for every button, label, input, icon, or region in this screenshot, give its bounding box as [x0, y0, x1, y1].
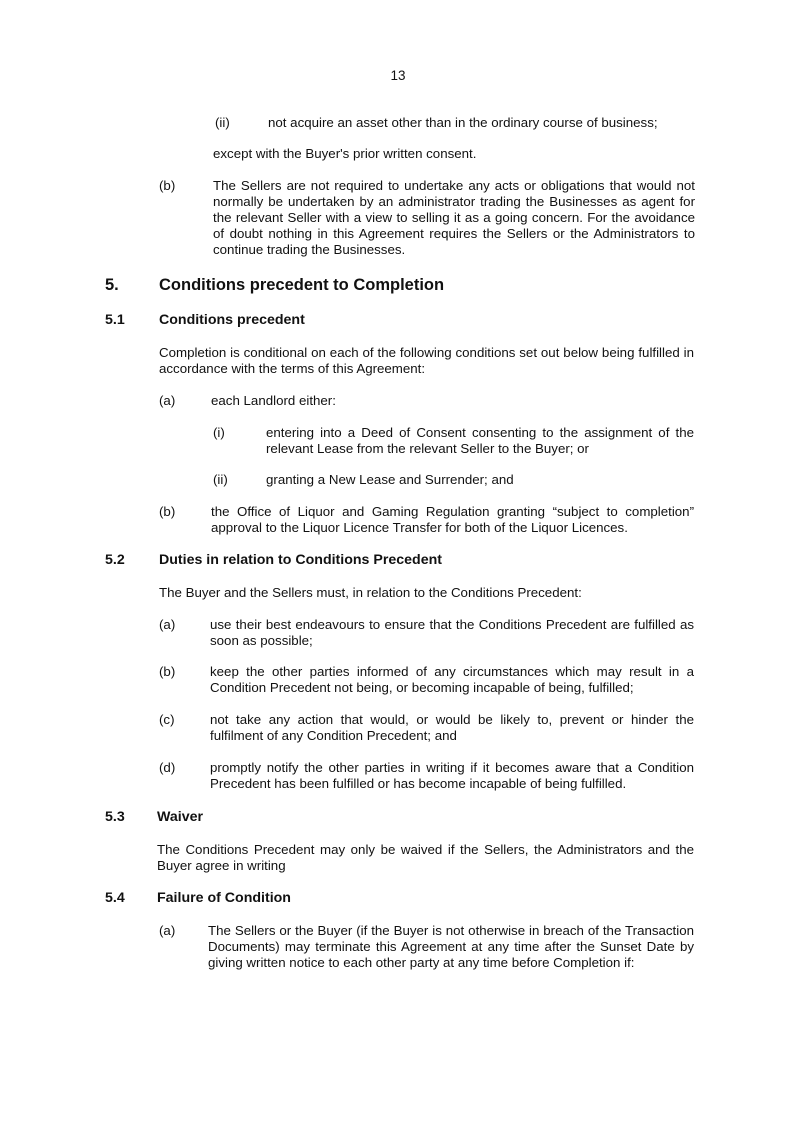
paragraph: The Buyer and the Sellers must, in relation to the Conditions Precedent:	[159, 585, 582, 600]
item-text: each Landlord either:	[211, 393, 336, 408]
item-label: (a)	[159, 393, 176, 408]
paragraph: Completion is conditional on each of the following conditions set out below being fulfilled in accordance with the terms of this Agreement:	[159, 345, 694, 376]
item-text: the Office of Liquor and Gaming Regulation granting “subject to completion” approval to the Liquor Licence Transfer for both of the Liquor Licences.	[211, 504, 694, 535]
item-label: (a)	[159, 923, 176, 938]
item-text: The Sellers or the Buyer (if the Buyer is not otherwise in breach of the Transaction Documents) may terminate this Agreement at any time after the Sunset Date by giving written notice to each other party at any time before Completion if:	[208, 923, 694, 970]
section-number: 5.	[105, 276, 119, 294]
paragraph: except with the Buyer's prior written consent.	[213, 146, 477, 161]
item-label: (b)	[159, 178, 176, 193]
subsection-heading: Conditions precedent	[159, 312, 305, 328]
item-label: (c)	[159, 712, 175, 727]
item-text: not take any action that would, or would be likely to, prevent or hinder the fulfilment of any Condition Precedent; and	[210, 712, 694, 743]
item-label: (b)	[159, 664, 176, 679]
item-text: not acquire an asset other than in the ordinary course of business;	[268, 115, 658, 130]
item-text: entering into a Deed of Consent consenting to the assignment of the relevant Lease from the relevant Seller to the Buyer; or	[266, 425, 694, 456]
item-label: (ii)	[213, 472, 228, 487]
item-label: (d)	[159, 760, 176, 775]
subsection-number: 5.3	[105, 809, 125, 825]
item-label: (a)	[159, 617, 176, 632]
item-text: granting a New Lease and Surrender; and	[266, 472, 514, 487]
subsection-heading: Waiver	[157, 809, 203, 825]
subsection-number: 5.2	[105, 552, 125, 568]
subsection-heading: Failure of Condition	[157, 890, 291, 906]
item-text: The Sellers are not required to undertake any acts or obligations that would not normally be undertaken by an administrator trading the Businesses as agent for the relevant Seller with a view to selling it as a going concern. For the avoidance of doubt nothing in this Agreement requires the Sellers or the Administrators to continue trading the Businesses.	[213, 178, 695, 257]
subsection-number: 5.4	[105, 890, 125, 906]
item-text: keep the other parties informed of any circumstances which may result in a Condition Precedent not being, or becoming incapable of being, fulfilled;	[210, 664, 694, 695]
item-label: (ii)	[215, 115, 230, 130]
subsection-number: 5.1	[105, 312, 125, 328]
section-heading: Conditions precedent to Completion	[159, 276, 445, 294]
item-text: promptly notify the other parties in writing if it becomes aware that a Condition Precedent has been fulfilled or has become incapable of being fulfilled.	[210, 760, 694, 791]
page-number: 13	[390, 68, 406, 83]
item-text: use their best endeavours to ensure that the Conditions Precedent are fulfilled as soon as possible;	[210, 617, 694, 648]
item-label: (i)	[213, 425, 225, 440]
item-label: (b)	[159, 504, 176, 519]
paragraph: The Conditions Precedent may only be waived if the Sellers, the Administrators and the Buyer agree in writing	[157, 842, 694, 873]
subsection-heading: Duties in relation to Conditions Precedent	[159, 552, 442, 568]
